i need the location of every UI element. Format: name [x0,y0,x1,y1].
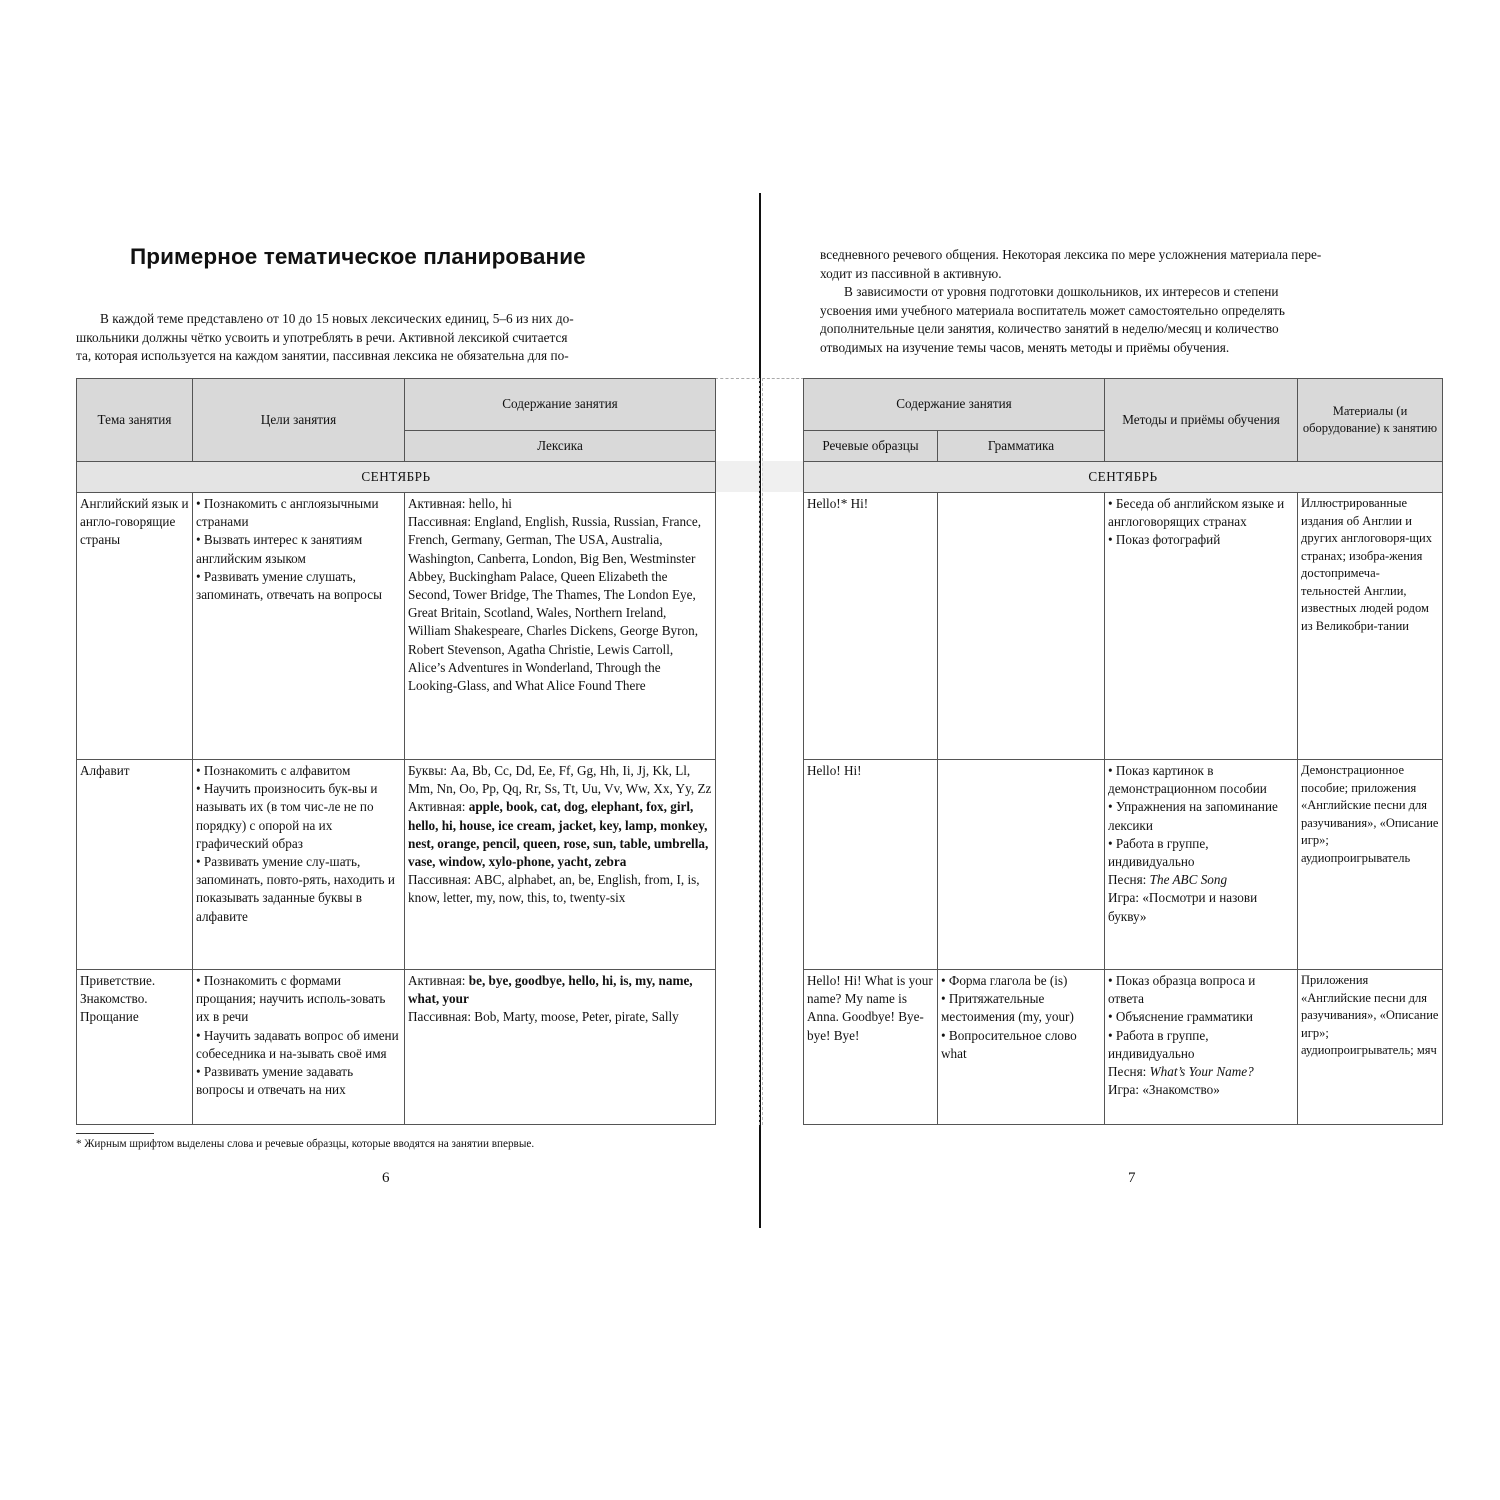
header-vocabulary: Лексика [405,431,716,462]
vocab-passive: Пассивная: Bob, Marty, moose, Peter, pirate, Sally [408,1009,679,1025]
method-item: • Упражнения на запоминание лексики [1108,799,1278,833]
page-title: Примерное тематическое планирование [130,244,586,269]
vocabulary-cell [405,760,716,970]
speech-cell: Hello! Hi! What is your name? My name is Anna. Goodbye! Bye-bye! Bye! [804,970,938,1125]
page-number: 6 [382,1170,390,1186]
method-item: • Показ образца вопроса и ответа [1108,973,1256,1007]
topic-cell: Алфавит [77,760,193,970]
table-row [77,760,716,970]
song-title: The ABC Song [1149,872,1228,888]
table-row [804,970,1443,1125]
goal-item: • Научить задавать вопрос об имени собеседника и на-зывать своё имя [196,1027,399,1061]
grammar-cell [938,970,1105,1125]
materials-cell: Иллюстрированные издания об Англии и других англоговоря-щих странах; изобра-жения достопримеча-тельностей Англии, известных людей родом из Великобри-тании [1298,493,1443,760]
header-goals: Цели занятия [193,379,405,462]
intro-continuation [820,246,1442,357]
song-line [1108,871,1294,889]
speech-cell: Hello! Hi! [804,760,938,970]
goal-item: • Развивать умение слу-шать, запоминать, повто-рять, находить и показывать заданные буквы в алфавите [196,854,395,924]
intro-line: дополнительные цели занятия, количество занятий в неделю/месяц и количество [820,321,1279,336]
header-grammar: Грамматика [938,431,1105,462]
song-label: Песня: [1108,1064,1147,1080]
intro-line: ходит из пассивной в активную. [820,265,1002,281]
goal-item: • Развивать умение задавать вопросы и отвечать на них [196,1064,354,1098]
planning-table-right [803,378,1443,1125]
vocab-active [408,798,712,871]
vocab-active-label: Активная: [408,973,466,988]
vocab-active-label: Активная: [408,799,466,815]
game-line: Игра: «Знакомство» [1108,1082,1220,1098]
grammar-item: • Форма глагола be (is) [941,973,1068,988]
goal-item: • Познакомить с формами прощания; научить исполь-зовать их в речи [196,973,386,1025]
method-item: • Показ фотографий [1108,532,1221,548]
footnote: * Жирным шрифтом выделены слова и речевые образцы, которые вводятся на занятии впервые. [76,1138,535,1150]
game-line: Игра: «Посмотри и назови букву» [1108,890,1258,924]
goals-cell [193,760,405,970]
vocab-active-words: be, bye, goodbye, hello, hi, is, my, name, what, your [408,973,693,1007]
vocabulary-cell [405,970,716,1125]
goal-item: • Познакомить с алфавитом [196,763,351,778]
intro-line: усвоения ими учебного материала воспитатель может самостоятельно определять [820,302,1285,318]
table-row [804,493,1443,760]
vocab-letters: Буквы: Aa, Bb, Cc, Dd, Ee, Ff, Gg, Hh, Ii, Jj, Kk, Ll, Mm, Nn, Oo, Pp, Qq, Rr, Ss, Tt, Uu, Vv, Ww, Xx, Yy, Zz [408,763,712,797]
vocabulary-cell [405,493,716,760]
method-item: • Беседа об английском языке и англоговорящих странах [1108,496,1285,530]
table-row [77,970,716,1125]
method-item: • Работа в группе, индивидуально [1108,1027,1209,1061]
speech-cell: Hello!* Hi! [804,493,938,760]
method-item: • Показ картинок в демонстрационном пособии [1108,763,1267,797]
song-label: Песня: [1108,872,1147,888]
header-topic: Тема занятия [77,379,193,462]
goal-item: • Познакомить с англоязычными странами [196,496,379,530]
vocab-passive: Пассивная: England, English, Russia, Russian, France, French, Germany, German, The USA, Australia, Washington, Canberra, London, Big Ben, Westminster Abbey, Buckingham Palace, Queen Elizabeth the Second, Tower Bridge, The Thames, The London Eye, Great Britain, Scotland, Wales, Northern Ireland, William Shakespeare, Charles Dickens, George Byron, Robert Stevenson, Agatha Christie, Lewis Carroll, Alice’s Adventures in Wonderland, Through the Looking-Glass, and What Alice Found There [408,514,702,694]
methods-cell [1105,493,1298,760]
intro-line: та, которая используется на каждом занятии, пассивная лексика не обязательна для по- [76,348,569,363]
footnote-divider [76,1133,154,1134]
month-row: СЕНТЯБРЬ [804,462,1443,493]
goal-item: • Развивать умение слушать, запоминать, отвечать на вопросы [196,568,382,603]
table-row [77,493,716,760]
vocab-active: Активная: hello, hi [408,496,512,511]
intro-line: школьники должны чётко усвоить и употреблять в речи. Активной лексикой считается [76,329,568,345]
goal-item: • Научить произносить бук-вы и называть их (в том чис-ле не по порядку) с опорой на их графический образ [196,781,378,851]
header-materials: Материалы (и оборудование) к занятию [1298,379,1443,462]
intro-line: вседневного речевого общения. Некоторая лексика по мере усложнения материала пере- [820,247,1322,262]
methods-cell [1105,760,1298,970]
table-row [804,760,1443,970]
header-content: Содержание занятия [405,379,716,431]
intro-line: В каждой теме представлено от 10 до 15 новых лексических единиц, 5–6 из них до- [100,311,574,326]
vocab-active-words: apple, book, cat, dog, elephant, fox, girl, hello, hi, house, ice cream, jacket, key, lamp, monkey, nest, orange, pencil, queen, rose, sun, table, umbrella, vase, window, xylo-phone, yacht, zebra [408,799,709,870]
materials-cell: Демонстрационное пособие; приложения «Английские песни для разучивания», «Описание игр»; аудиопроигрыватель [1298,760,1443,970]
grammar-item: • Вопросительное слово what [941,1027,1077,1061]
grammar-cell [938,760,1105,970]
materials-cell: Приложения «Английские песни для разучивания», «Описание игр»; аудиопроигрыватель; мяч [1298,970,1443,1125]
grammar-cell [938,493,1105,760]
intro-line: В зависимости от уровня подготовки дошкольников, их интересов и степени [844,284,1279,299]
planning-table-left [76,378,716,1125]
month-row: СЕНТЯБРЬ [77,462,716,493]
method-item: • Работа в группе, индивидуально [1108,835,1209,870]
song-title: What’s Your Name? [1149,1064,1254,1080]
topic-cell: Английский язык и англо-говорящие страны [77,493,193,760]
vocab-passive: Пассивная: ABC, alphabet, an, be, English, from, I, is, know, letter, my, now, this, to, twenty-six [408,872,700,906]
grammar-item: • Притяжательные местоимения (my, your) [941,991,1074,1025]
vocab-active [408,972,712,1008]
header-content: Содержание занятия [804,379,1105,431]
goals-cell [193,493,405,760]
page-number: 7 [1128,1170,1136,1186]
header-speech-patterns: Речевые образцы [804,431,938,462]
goals-cell [193,970,405,1125]
method-item: • Объяснение грамматики [1108,1009,1253,1025]
intro-line: отводимых на изучение темы часов, менять методы и приёмы обучения. [820,339,1230,355]
intro-paragraph [76,310,701,366]
topic-cell: Приветствие. Знакомство. Прощание [77,970,193,1125]
header-methods: Методы и приёмы обучения [1105,379,1298,462]
song-line [1108,1063,1294,1081]
methods-cell [1105,970,1298,1125]
goal-item: • Вызвать интерес к занятиям английским языком [196,532,363,566]
